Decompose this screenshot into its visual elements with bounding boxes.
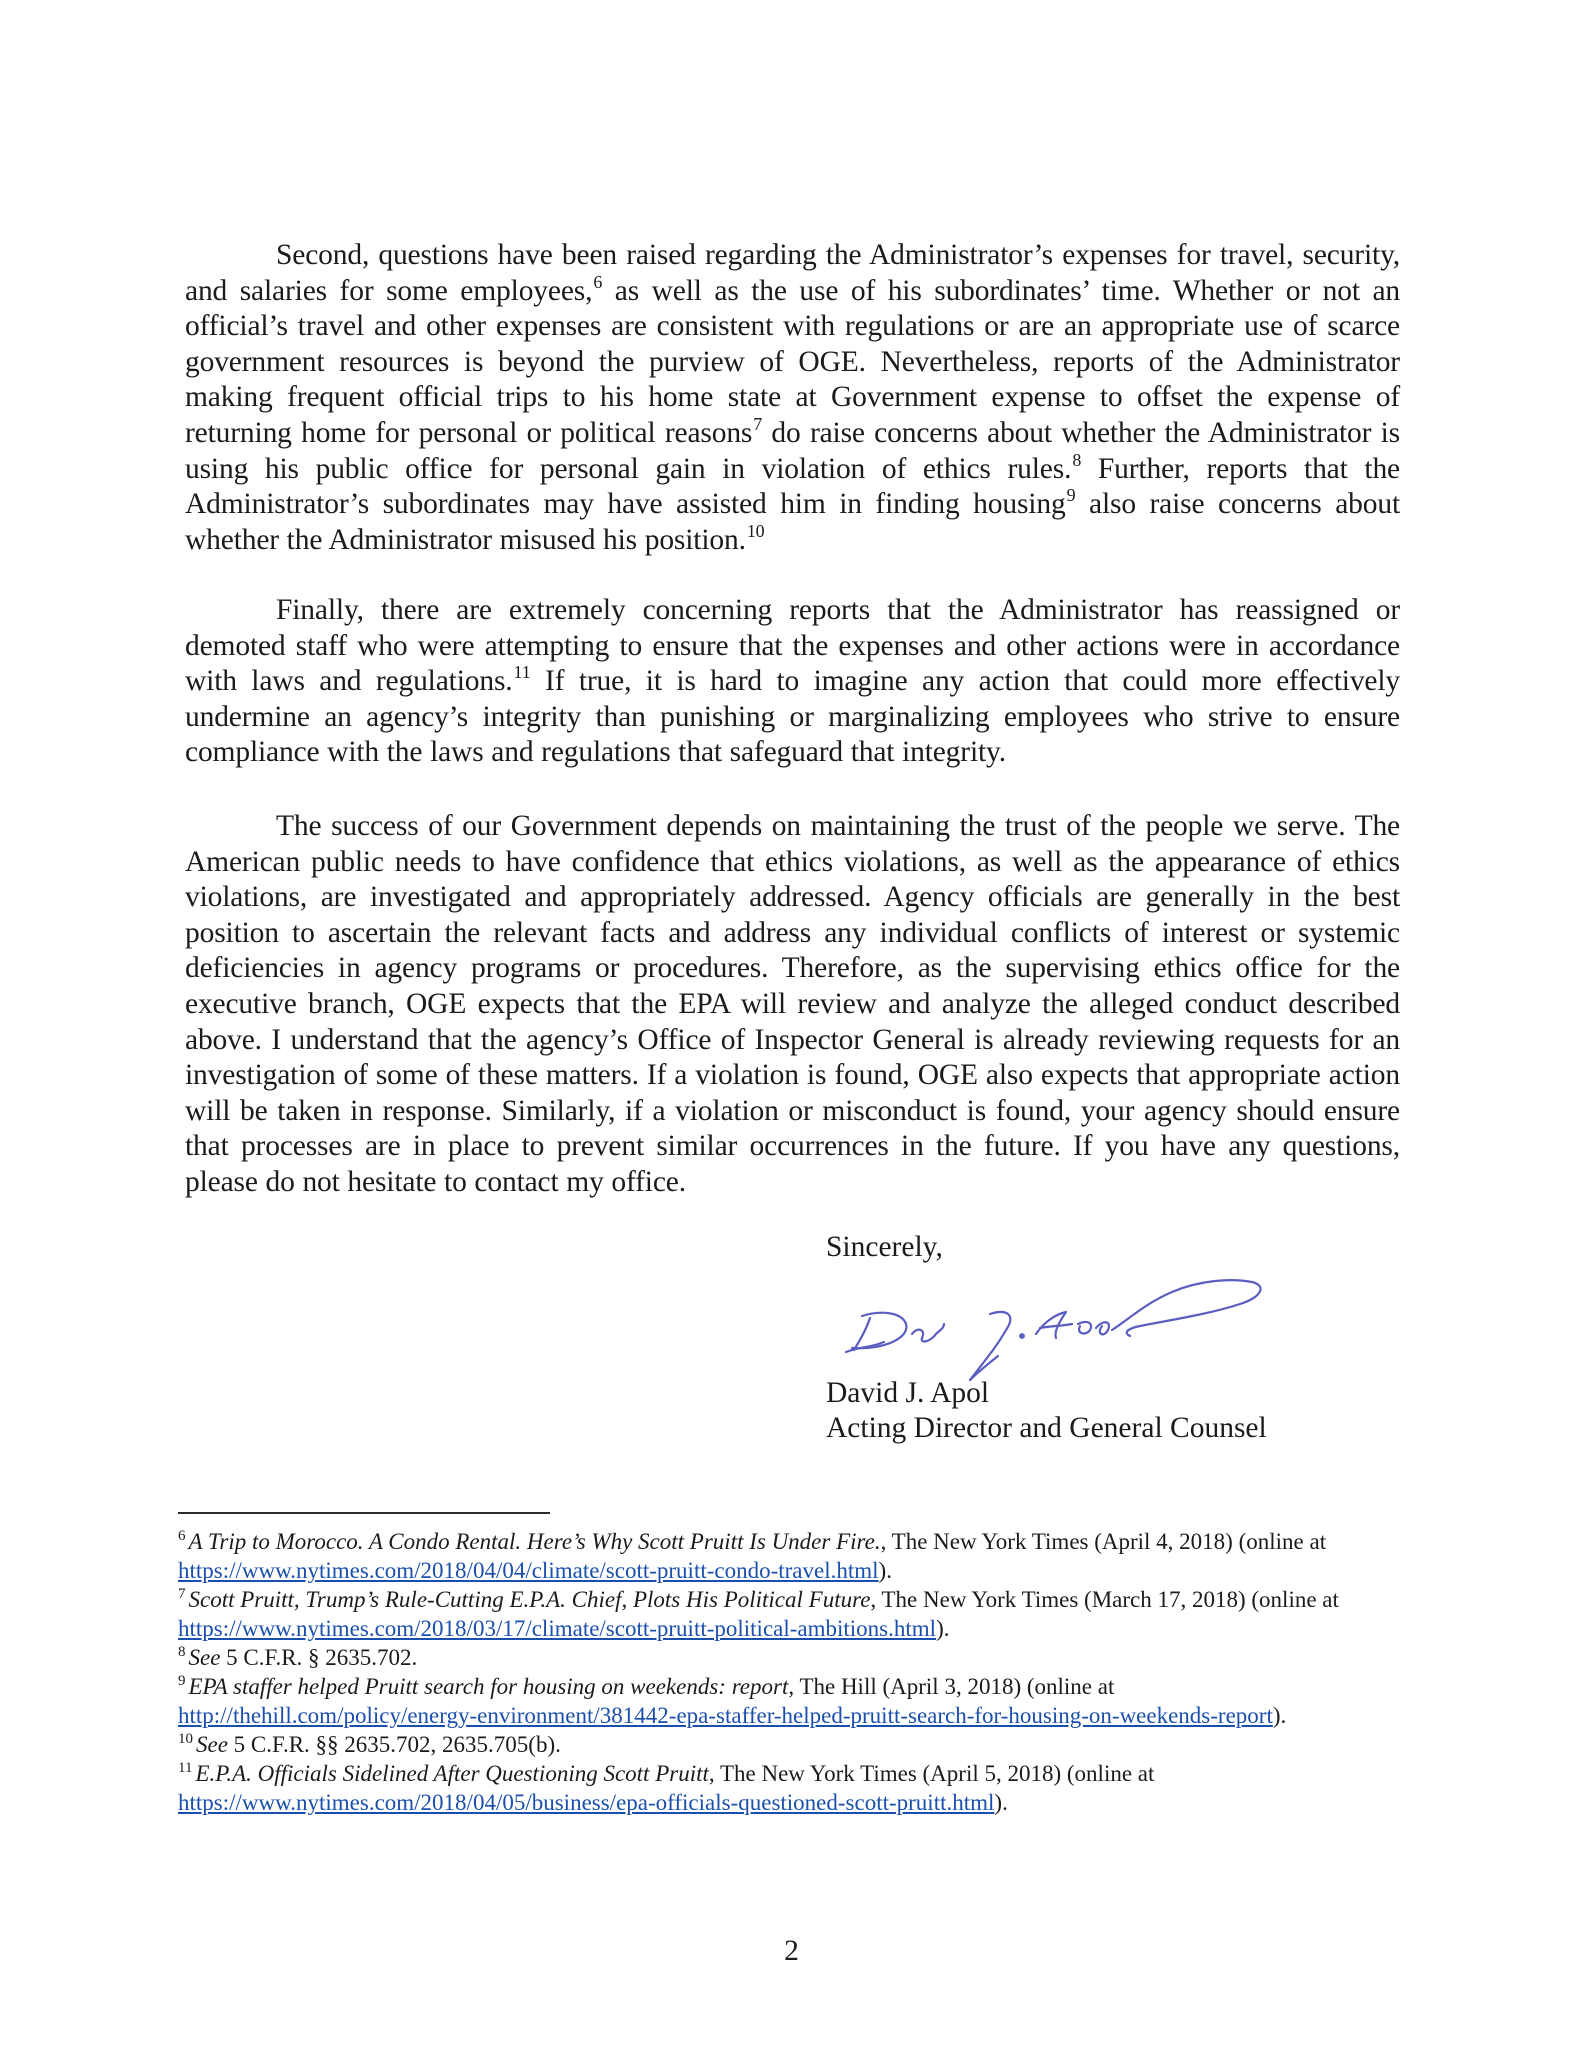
footnote-text: ).: [878, 1558, 892, 1583]
paragraph-segment: as well as the use of his subordinates’ time. Whether or not an official’s travel and other expenses are consistent with regulations or are an appropriate use of scarce government resources is beyond the purview of OGE. Nevertheless, reports of the Administrator making frequent official trips to his home state at Government expense to offset the expense of returning home for personal or political reasons: [185, 274, 1400, 449]
footnote-text: 5 C.F.R. § 2635.702.: [220, 1645, 418, 1670]
handwritten-signature: [840, 1268, 1280, 1383]
footnote-title: E.P.A. Officials Sidelined After Questioning Scott Pruitt: [195, 1761, 709, 1786]
footnotes: [178, 1527, 1408, 1817]
footnote-text: 5 C.F.R. §§ 2635.702, 2635.705(b).: [227, 1732, 561, 1757]
footnote-ref-8[interactable]: 8: [1072, 449, 1082, 470]
closing-salutation: Sincerely,: [826, 1231, 943, 1263]
footnote-link[interactable]: https://www.nytimes.com/2018/03/17/climate/scott-pruitt-political-ambitions.html: [178, 1616, 937, 1641]
paragraph-segment: do raise concerns about whether the Administrator is using his public office for personal gain in violation of ethics rules.: [185, 416, 1400, 485]
footnote-ref-6[interactable]: 6: [593, 271, 603, 292]
paragraph-expenses: [185, 238, 1400, 558]
footnote-number: 9: [178, 1673, 186, 1689]
footnote-text: , The Hill (April 3, 2018) (online at: [788, 1674, 1115, 1699]
footnote-ref-10[interactable]: 10: [746, 520, 765, 541]
footnote-7: [178, 1585, 1408, 1643]
paragraph-text: The success of our Government depends on maintaining the trust of the people we serve. The American public needs to have confidence that ethics violations, as well as the appearance of ethics violations, are investigated and appropriately addressed. Agency officials are generally in the best position to ascertain the relevant facts and address any individual conflicts of interest or systemic deficiencies in agency programs or procedures. Therefore, as the supervising ethics office for the executive branch, OGE expects that the EPA will review and analyze the alleged conduct described above. I understand that the agency’s Office of Inspector General is already reviewing requests for an investigation of some of these matters. If a violation is found, OGE also expects that appropriate action will be taken in response. Similarly, if a violation or misconduct is found, your agency should ensure that processes are in place to prevent similar occurrences in the future. If you have any questions, please do not hesitate to contact my office.: [185, 810, 1400, 1198]
footnote-ref-11[interactable]: 11: [513, 662, 531, 683]
footnote-10: [178, 1730, 1408, 1759]
footnote-9: [178, 1672, 1408, 1730]
footnote-link[interactable]: https://www.nytimes.com/2018/04/04/climate/scott-pruitt-condo-travel.html: [178, 1558, 879, 1583]
footnote-text: ).: [936, 1616, 950, 1641]
footnote-text: ).: [1272, 1703, 1287, 1728]
footnote-title: A Trip to Morocco. A Condo Rental. Here’s Why Scott Pruitt Is Under Fire.: [188, 1529, 881, 1554]
footnote-ref-7[interactable]: 7: [753, 413, 763, 434]
footnote-text: , The New York Times (April 5, 2018) (online at: [708, 1761, 1155, 1786]
paragraph-segment: If true, it is hard to imagine any action that could more effectively undermine an agency’s integrity than punishing or marginalizing employees who strive to ensure compliance with the laws and regulations that safeguard that integrity.: [185, 665, 1401, 769]
paragraph-segment: also raise concerns about whether the Administrator misused his position.: [185, 488, 1400, 556]
footnote-number: 11: [178, 1760, 193, 1776]
paragraph-segment: Further, reports that the Administrator’s subordinates may have assisted him in finding housing: [185, 452, 1400, 521]
footnote-title: Scott Pruitt, Trump’s Rule-Cutting E.P.A. Chief, Plots His Political Future: [188, 1587, 871, 1612]
footnote-6: [178, 1527, 1408, 1585]
paragraph-conclusion: [185, 809, 1400, 1201]
footnote-number: 10: [178, 1731, 193, 1747]
signer-title: Acting Director and General Counsel: [826, 1412, 1267, 1444]
footnote-link[interactable]: https://www.nytimes.com/2018/04/05/business/epa-officials-questioned-scott-pruitt.html: [178, 1790, 995, 1815]
footnote-divider: [178, 1512, 550, 1514]
footnote-number: 7: [178, 1586, 186, 1602]
paragraph-reassignment: [185, 593, 1400, 771]
footnote-title: See: [188, 1645, 221, 1670]
footnote-number: 8: [178, 1644, 186, 1660]
footnote-8: [178, 1643, 1408, 1672]
footnote-text: ).: [994, 1790, 1008, 1815]
footnote-ref-9[interactable]: 9: [1066, 485, 1076, 506]
footnote-link[interactable]: http://thehill.com/policy/energy-environment/381442-epa-staffer-helped-pruitt-search-for-housing-on-weekends-report: [178, 1703, 1273, 1728]
footnote-text: , The New York Times (April 4, 2018) (online at: [880, 1529, 1327, 1554]
footnote-text: , The New York Times (March 17, 2018) (online at: [870, 1587, 1339, 1612]
footnote-title: EPA staffer helped Pruitt search for housing on weekends: report: [188, 1674, 789, 1699]
paragraph-text: [185, 238, 1400, 558]
page-number: 2: [784, 1935, 799, 1967]
paragraph-segment: Second, questions have been raised regarding the Administrator’s expenses for travel, security, and salaries for some employees,: [185, 239, 1400, 307]
footnote-11: [178, 1759, 1408, 1817]
footnote-title: See: [196, 1732, 228, 1757]
footnote-number: 6: [178, 1528, 186, 1544]
signer-name: David J. Apol: [826, 1377, 990, 1409]
paragraph-segment: Finally, there are extremely concerning reports that the Administrator has reassigned or demoted staff who were attempting to ensure that the expenses and other actions were in accordance with laws and regulations.: [185, 594, 1400, 698]
paragraph-text: [185, 593, 1400, 771]
